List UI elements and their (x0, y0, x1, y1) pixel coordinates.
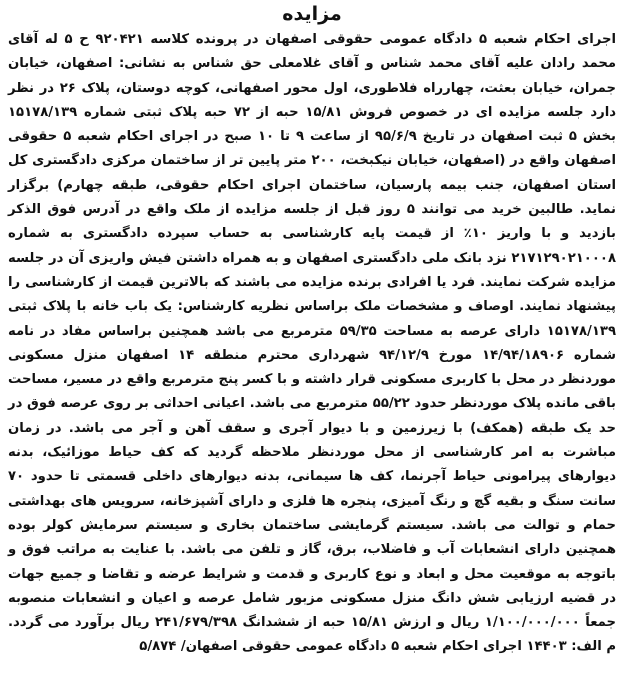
notice-title: مزایده (282, 3, 342, 25)
notice-body: اجرای احکام شعبه ۵ دادگاه عمومی حقوقی اصفهان در پرونده کلاسه ۹۲۰۴۲۱ ح ۵ له آقای محمد رادان علیه آقای محمد شناس و آقای غلامعلی حق شناس به نشانی: اصفهان، خیابان جمران، خیابان بعثت، چهارراه فلاطوری، اول محور اصفهانی، کوچه دوستان، پلاک ۲۶ در نظر دارد جلسه مزایده ای در خصوص فروش ۱۵/۸۱ حبه از ۷۲ حبه پلاک ثبتی شماره ۱۵۱۷۸/۱۳۹ بخش ۵ ثبت اصفهان در تاریخ ۹۵/۶/۹ از ساعت ۹ تا ۱۰ صبح در اجرای احکام شعبه ۵ حقوقی اصفهان واقع در (اصفهان، خیابان نیکبخت، ۲۰۰ متر پایین تر از ساختمان مرکزی دادگستری کل استان اصفهان، جنب بیمه پارسیان، ساختمان اجرای احکام حقوقی، طبقه چهارم) برگزار نماید. طالبین خرید می توانند ۵ روز قبل از جلسه مزایده از ملک واقع در آدرس فوق الذکر بازدید و با واریز ۱۰٪ از قیمت پایه کارشناسی به حساب سپرده دادگستری به شماره ۲۱۷۱۲۹۰۲۱۰۰۰۸ نزد بانک ملی دادگستری اصفهان و به همراه داشتن فیش واریزی آن در جلسه مزایده شرکت نمایند. فرد یا افرادی برنده مزایده می باشند که بالاترین قیمت از کارشناسی را پیشنهاد نمایند. اوصاف و مشخصات ملک براساس نظریه کارشناس: یک باب خانه با پلاک ثبتی ۱۵۱۷۸/۱۳۹ دارای عرصه به مساحت ۵۹/۳۵ مترمربع می باشد همچنین براساس مفاد در نامه شماره ۱۴/۹۴/۱۸۹۰۶ مورخ ۹۴/۱۲/۹ شهرداری محترم منطقه ۱۴ اصفهان منزل مسکونی موردنظر در محل با کاربری مسکونی قرار داشته و با کسر پنج مترمربع واقع در مسیر، مساحت باقی مانده پلاک موردنظر حدود ۵۵/۲۲ مترمربع می باشد. اعیانی احداثی بر روی عرصه فوق در حد یک طبقه (همکف) با زیرزمین و با دیوار آجری و سقف آهن و آجر می باشد. در زمان مباشرت به امر کارشناسی از محل موردنظر ملاحظه گردید که کف حیاط موزائیک، بدنه دیوارهای پیرامونی حیاط آجرنما، کف ها سیمانی، بدنه دیوارهای داخلی قسمتی تا حدود ۷۰ سانت سنگ و بقیه گچ و رنگ آمیزی، پنجره ها فلزی و دارای آشپزخانه، سرویس های بهداشتی حمام و توالت می باشد. سیستم گرمایشی ساختمان بخاری و سیستم سرمایش کولر بوده همچنین دارای انشعابات آب و فاضلاب، برق، گاز و تلفن می باشد. با عنایت به مراتب فوق و باتوجه به موقعیت محل و ابعاد و نوع کاربری و قدمت و شرایط عرضه و تقاضا و جمیع جهات در قضیه ارزیابی شش دانگ منزل مسکونی مزبور شامل عرصه و اعیان و انشعابات منصوبه جمعاً ۱/۱۰۰/۰۰۰/۰۰۰ ریال و ارزش ۱۵/۸۱ حبه از ششدانگ ۲۴۱/۶۷۹/۳۹۸ ریال برآورد می گردد. م الف: ۱۴۴۰۳ اجرای احکام شعبه ۵ دادگاه عمومی حقوقی اصفهان/ ۵/۸۷۴ (8, 32, 617, 655)
